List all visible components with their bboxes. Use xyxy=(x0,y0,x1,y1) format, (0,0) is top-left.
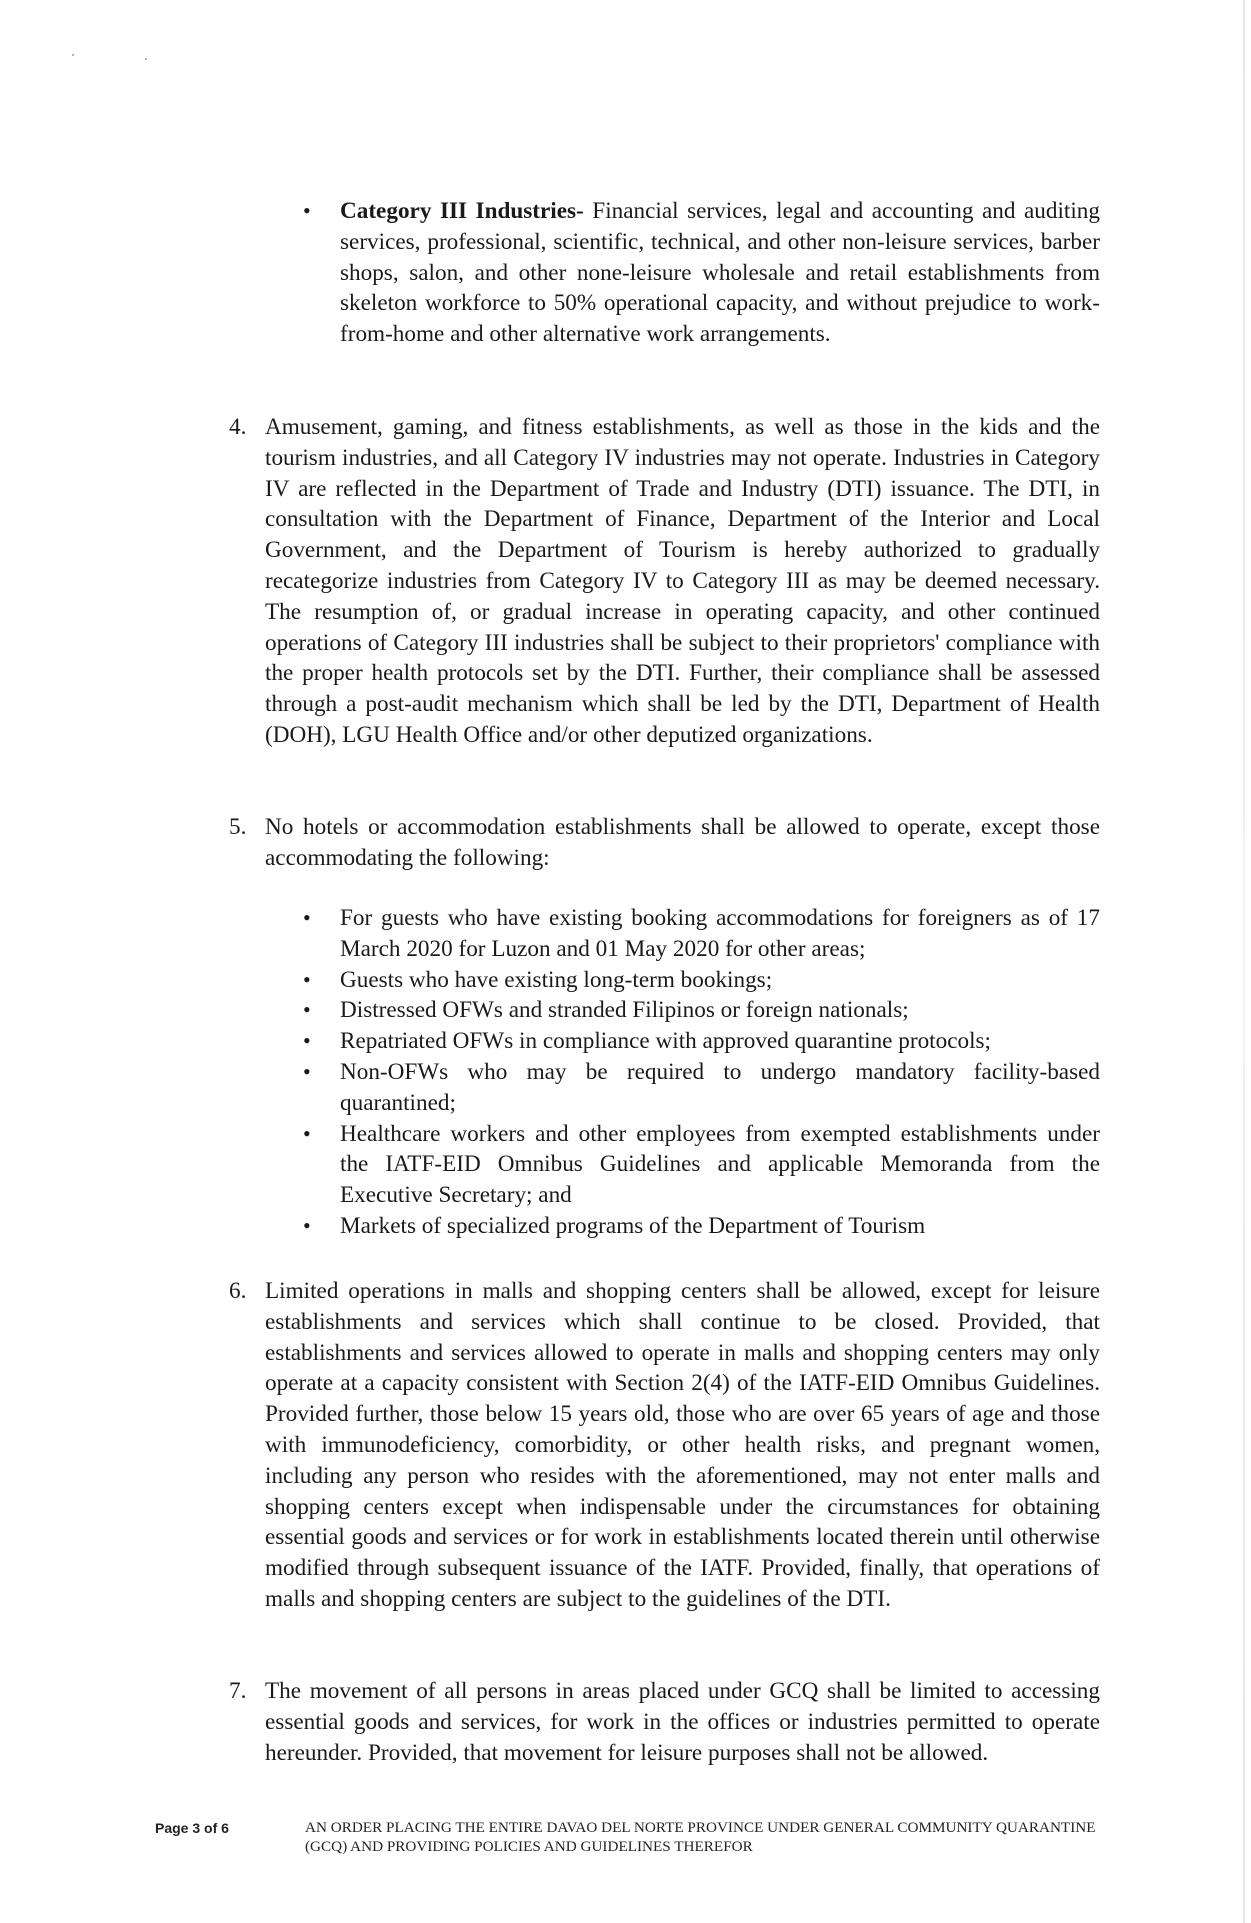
item-number: 6. xyxy=(229,1278,247,1304)
footer-title: AN ORDER PLACING THE ENTIRE DAVAO DEL NORTE PROVINCE UNDER GENERAL COMMUNITY QUARANTINE (GCQ) AND PROVIDING POLICIES AND GUIDELINES THEREFOR xyxy=(305,1819,1096,1855)
bullet-icon: • xyxy=(303,966,311,992)
bullet-icon: • xyxy=(303,1120,311,1146)
item-text: Amusement, gaming, and fitness establishments, as well as those in the kids and the tourism industries, and all Category IV industries may not operate. Industries in Category IV are reflected in the Department of Trade and Industry (DTI) issuance. The DTI, in consultation with the Department of Finance, Department of the Interior and Local Government, and the Department of Tourism is hereby authorized to gradually recategorize industries from Category IV to Category III as may be deemed necessary. The resumption of, or gradual increase in operating capacity, and other continued operations of Category III industries shall be subject to their proprietors' compliance with the proper health protocols set by the DTI. Further, their compliance shall be assessed through a post-audit mechanism which shall be led by the DTI, Department of Health (DOH), LGU Health Office and/or other deputized organizations. xyxy=(265,414,1100,748)
list-item-text: Distressed OFWs and stranded Filipinos or foreign nationals; xyxy=(340,997,909,1024)
item-4 xyxy=(229,412,1100,751)
scan-edge xyxy=(1243,0,1245,1923)
bullet-icon: • xyxy=(303,905,311,930)
item-number: 7. xyxy=(229,1678,247,1704)
bullet-icon: • xyxy=(303,1028,311,1054)
item-5 xyxy=(229,812,1100,874)
item-number: 4. xyxy=(229,414,247,440)
list-item xyxy=(303,903,1100,965)
list-item xyxy=(303,1211,1100,1242)
bullet-icon: • xyxy=(303,198,311,223)
item-text: Limited operations in malls and shopping centers shall be allowed, except for leisure establishments and services which shall continue to be closed. Provided, that establishments and services allowed to operate in malls and shopping centers may only operate at a capacity consistent with Section 2(4) of the IATF-EID Omnibus Guidelines. Provided further, those below 15 years old, those who are over 65 years of age and those with immunodeficiency, comorbidity, or other health risks, and pregnant women, including any person who resides with the aforementioned, may not enter malls and shopping centers except when indispensable under the circumstances for obtaining essential goods and services or for work in establishments located therein until otherwise modified through subsequent issuance of the IATF. Provided, finally, that operations of malls and shopping centers are subject to the guidelines of the DTI. xyxy=(265,1278,1100,1612)
list-item xyxy=(303,1119,1100,1211)
scan-speck xyxy=(72,54,74,56)
list-item-text: Guests who have existing long-term bookings; xyxy=(340,966,773,993)
list-item-text: Healthcare workers and other employees from exempted establishments under the IATF-EID Omnibus Guidelines and applicable Memoranda from the Executive Secretary; and xyxy=(340,1120,1100,1209)
bullet-icon: • xyxy=(303,1212,311,1238)
list-item xyxy=(303,995,1100,1026)
item-number: 5. xyxy=(229,814,247,840)
category-iii-item xyxy=(303,196,1100,350)
list-item-text: Repatriated OFWs in compliance with approved quarantine protocols; xyxy=(340,1028,991,1055)
list-item-text: Markets of specialized programs of the Department of Tourism xyxy=(340,1212,926,1239)
bullet-icon: • xyxy=(303,1058,311,1084)
hotel-exceptions-list xyxy=(303,903,1100,1242)
category-iii-body: Financial services, legal and accounting and auditing services, professional, scientific, technical, and other non-leisure services, barber shops, salon, and other none-leisure wholesale and retail establishments from skeleton workforce to 50% operational capacity, and without prejudice to work-from-home and other alternative work arrangements. xyxy=(340,198,1100,348)
page-number: Page 3 of 6 xyxy=(155,1820,229,1836)
list-item-text: For guests who have existing booking accommodations for foreigners as of 17 March 2020 for Luzon and 01 May 2020 for other areas; xyxy=(340,905,1100,962)
item-text: No hotels or accommodation establishments shall be allowed to operate, except those accommodating the following: xyxy=(265,814,1100,871)
item-7 xyxy=(229,1676,1100,1768)
list-item xyxy=(303,1026,1100,1057)
item-text: The movement of all persons in areas placed under GCQ shall be limited to accessing essential goods and services, for work in the offices or industries permitted to operate hereunder. Provided, that movement for leisure purposes shall not be allowed. xyxy=(265,1678,1100,1766)
list-item xyxy=(303,965,1100,996)
list-item-text: Non-OFWs who may be required to undergo mandatory facility-based quarantined; xyxy=(340,1058,1100,1116)
scan-speck xyxy=(145,58,147,60)
category-iii-lead: Category III Industries- xyxy=(340,198,584,224)
item-6 xyxy=(229,1276,1100,1615)
bullet-icon: • xyxy=(303,997,311,1023)
list-item xyxy=(303,1057,1100,1119)
